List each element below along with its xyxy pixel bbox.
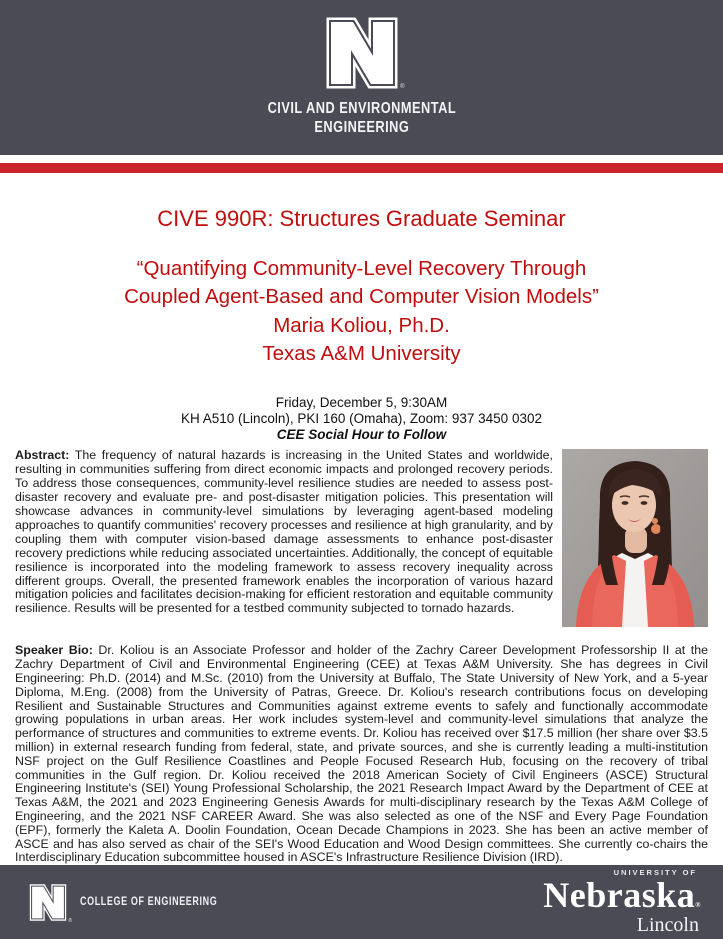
university-wordmark	[543, 869, 709, 936]
bio-text: Dr. Koliou is an Associate Professor and holder of the Zachry Career Development Professorship II at the Zachry Department of Civil and Environmental Engineering (CEE) at Texas A&M University. She has degrees in Civil Engineering: Ph.D. (2014) and M.Sc. (2010) from the University at Buffalo, The State University of New York, and a 5-year Diploma, M.Eng. (2008) from the University of Patras, Greece. Dr. Koliou's research contributions focus on developing Resilient and Sustainable Structures and Communities against extreme events to safely and functionally accommodate growing populations in urban areas. Her work includes system-level and community-level simulations that analyze the performance of structures and communities to extreme events. Dr. Koliou has received over $17.5 million (her share over $3.5 million) in external research funding from federal, state, and private sources, and she is currently leading a multi-institution NSF project on the Gulf Resilience Coastlines and People Focused Research Hub, focusing on the recovery of tribal communities in the Gulf region. Dr. Koliou received the 2018 American Society of Civil Engineers (ASCE) Structural Engineering Institute's (SEI) Young Professional Scholarship, the 2021 Research Impact Award by the Department of CEE at Texas A&M, the 2021 and 2023 Engineering Genesis Awards for multi-disciplinary research by the Texas A&M College of Engineering, and the 2021 NSF CAREER Award. She was also selected as one of the NSF and Every Page Foundation (EPF), formerly the Kaleta A. Doolin Foundation, Ocean Decade Champions in 2023. She has been an active member of ASCE and has also served as chair of the SEI's Wood Education and Wood Design committees. She currently co-chairs the Interdisciplinary Education subcommittee housed in ASCE's Infrastructure Resilience Division (IRD).	[15, 643, 709, 865]
registered-mark: ®	[400, 84, 405, 90]
department-line-1: CIVIL AND ENVIRONMENTAL	[267, 100, 456, 117]
block-n-icon	[28, 880, 68, 925]
bio-section	[15, 644, 708, 865]
university-of-label: UNIVERSITY OF	[613, 867, 697, 877]
abstract-label: Abstract:	[15, 448, 70, 463]
college-of-engineering-label: COLLEGE OF ENGINEERING	[80, 896, 218, 909]
speaker-photo	[562, 449, 708, 627]
divider-gap	[0, 155, 723, 163]
event-social-note: CEE Social Hour to Follow	[276, 427, 447, 443]
red-accent-stripe	[0, 163, 723, 173]
nebraska-wordmark	[543, 875, 701, 916]
talk-title-line-2: Coupled Agent-Based and Computer Vision Models”	[124, 285, 599, 309]
speaker-name: Maria Koliou, Ph.D.	[273, 313, 450, 337]
department-line-2: ENGINEERING	[314, 119, 409, 136]
footer-college-group	[28, 880, 256, 925]
speaker-affiliation: Texas A&M University	[262, 342, 461, 366]
block-n-icon	[323, 16, 401, 90]
event-datetime: Friday, December 5, 9:30AM	[275, 394, 448, 410]
nebraska-text: Nebraska	[543, 875, 696, 916]
abstract-section	[15, 449, 708, 631]
footer-block-n-icon	[28, 880, 72, 925]
nebraska-n-logo-icon	[323, 16, 405, 90]
footer-banner	[0, 865, 723, 939]
event-info-block	[0, 395, 723, 444]
abstract-text: The frequency of natural hazards is increasing in the United States and worldwide, resulting in communities suffering from direct economic impacts and prolonged recovery periods. To address those consequences, community-level resilience studies are needed to assess post-disaster recovery and evaluate pre- and post-disaster mitigation policies. This presentation will showcase advances in community-level simulations by leveraging agent-based modeling approaches to quantify communities' recovery processes and resilience at high granularity, and by coupling them with computer vision-based damage assessments to enhance post-disaster recovery predictions while reducing associated uncertainties. Additionally, the concept of equitable resilience is incorporated into the modeling framework to assess recovery inequality across different groups. Overall, the presented framework enables the incorporation of various hazard mitigation policies and facilitates decision-making for efficient restoration and equitable community resilience. Results will be presented for a testbed community subjected to tornado hazards.	[15, 448, 553, 616]
speaker-portrait-image	[562, 449, 708, 627]
talk-title-block	[0, 255, 723, 369]
registered-mark: ®	[695, 901, 701, 910]
header-banner	[0, 0, 723, 155]
bio-label: Speaker Bio:	[15, 643, 93, 658]
registered-mark: ®	[68, 917, 72, 924]
lincoln-label: Lincoln	[636, 914, 699, 937]
seminar-series-title: CIVE 990R: Structures Graduate Seminar	[157, 205, 566, 231]
talk-title-line-1: “Quantifying Community-Level Recovery Through	[136, 256, 587, 280]
department-name	[267, 99, 456, 137]
bio-paragraph	[15, 644, 708, 865]
event-location: KH A510 (Lincoln), PKI 160 (Omaha), Zoom: 937 3450 0302	[181, 410, 542, 426]
